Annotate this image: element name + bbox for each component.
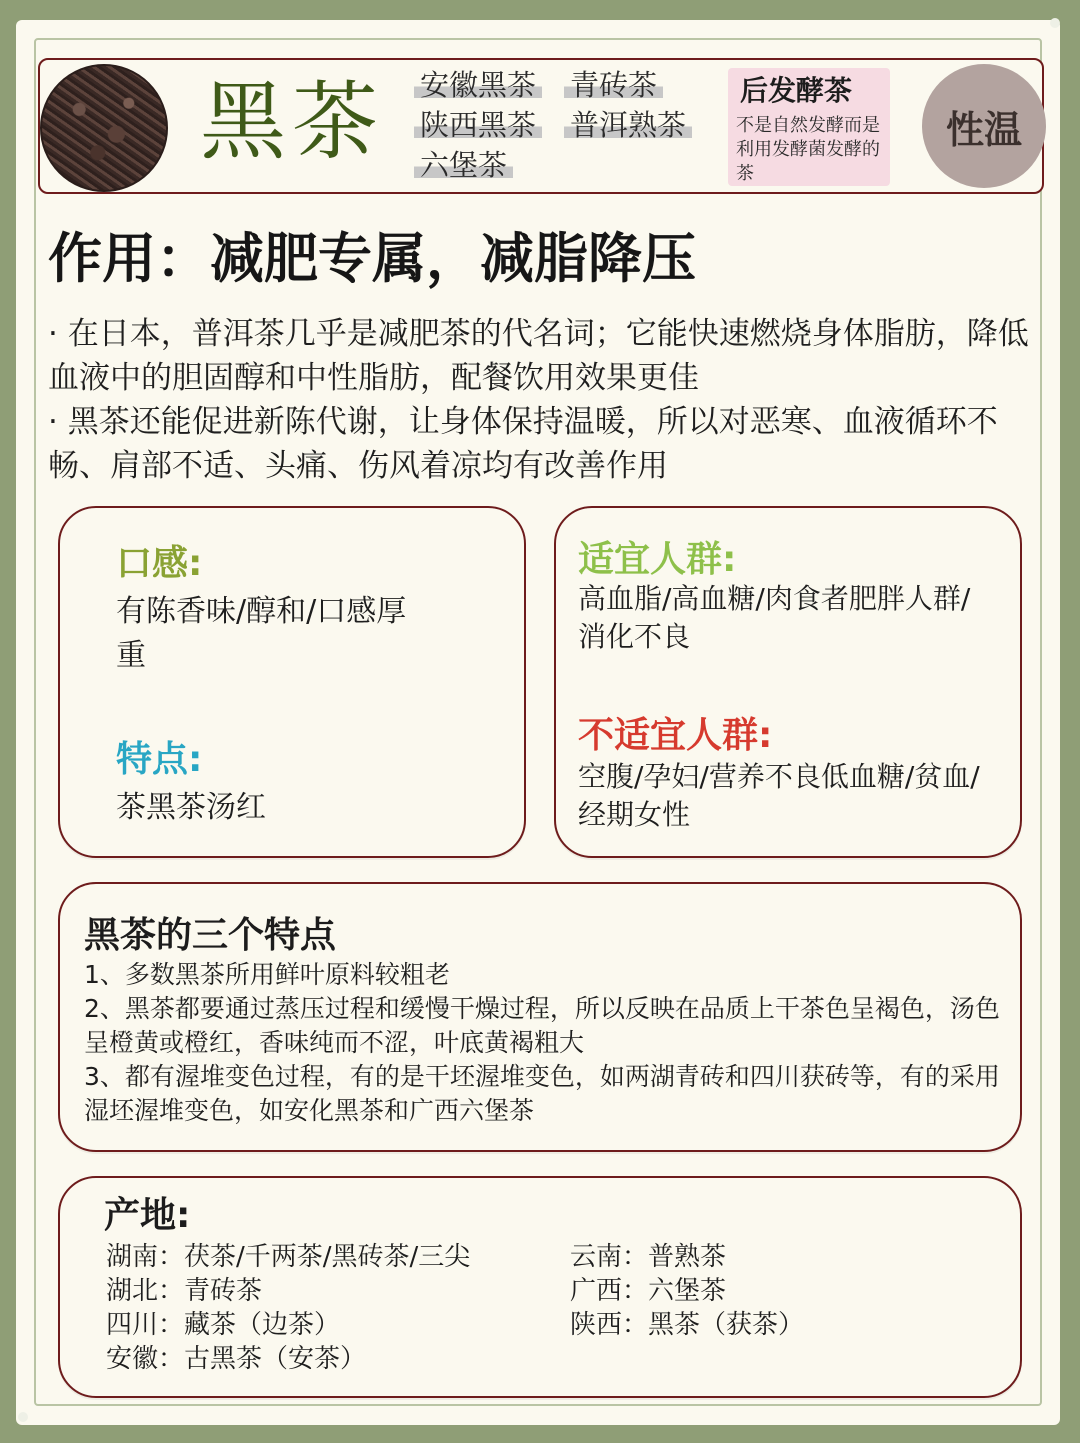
effect-point: · 在日本，普洱茶几乎是减肥茶的代名词；它能快速燃烧身体脂肪，降低血液中的胆固醇和中性脂肪，配餐饮用效果更佳: [48, 316, 1029, 396]
origin-region: 四川：: [106, 1310, 185, 1340]
variety-tag: 普洱熟茶: [564, 108, 692, 142]
origin-row: [570, 1274, 726, 1308]
ferment-type-box: [728, 68, 890, 186]
suitable-text: 高血脂/高血糖/肉食者肥胖人群/消化不良: [578, 582, 971, 653]
taste-text: 有陈香味/醇和/口感厚重: [116, 594, 407, 673]
feature-label: 特点:: [116, 739, 203, 780]
variety-tag: 青砖茶: [564, 68, 663, 102]
variety-tag: 六堡茶: [414, 148, 513, 182]
variety-tag: 安徽黑茶: [414, 68, 542, 102]
tea-title: 黑茶: [200, 72, 384, 172]
origin-teas: 黑茶（获茶）: [648, 1310, 805, 1340]
origin-row: [570, 1308, 804, 1342]
origin-row: [106, 1274, 262, 1308]
taste-card: [58, 506, 526, 858]
origin-teas: 古黑茶（安茶）: [184, 1344, 367, 1374]
variety-tag: 陕西黑茶: [414, 108, 542, 142]
unsuitable-text: 空腹/孕妇/营养不良低血糖/贫血/经期女性: [578, 760, 980, 831]
origin-region: 云南：: [570, 1242, 649, 1272]
header-banner: [38, 58, 1044, 194]
origin-region: 湖南：: [106, 1242, 185, 1272]
feature-text: 茶黑茶汤红: [116, 790, 266, 825]
origin-region: 湖北：: [106, 1276, 185, 1306]
nature-badge: 性温: [922, 64, 1046, 188]
unsuitable-label: 不适宜人群:: [578, 715, 773, 756]
origin-row: [106, 1308, 340, 1342]
origin-row: [570, 1240, 726, 1274]
feature-item: 3、都有渥堆变色过程，有的是干坯渥堆变色，如两湖青砖和四川获砖等，有的采用湿坯渥堆变色，如安化黑茶和广西六堡茶: [84, 1062, 1000, 1125]
origin-row: [106, 1240, 470, 1274]
tea-leaves-image: [40, 64, 168, 192]
origin-card: [58, 1176, 1022, 1398]
origin-teas: 普熟茶: [648, 1242, 727, 1272]
origin-teas: 青砖茶: [184, 1276, 263, 1306]
suitable-label: 适宜人群:: [578, 539, 737, 580]
origin-region: 广西：: [570, 1276, 649, 1306]
ferment-description: 不是自然发酵而是利用发酵菌发酵的茶: [736, 115, 880, 184]
origin-title: 产地:: [104, 1195, 191, 1236]
feature-item: 1、多数黑茶所用鲜叶原料较粗老: [84, 960, 450, 989]
feature-item: 2、黑茶都要通过蒸压过程和缓慢干燥过程，所以反映在品质上干茶色呈褐色，汤色呈橙黄或橙红，香味纯而不涩，叶底黄褐粗大: [84, 994, 1000, 1057]
features-card: [58, 882, 1022, 1152]
features-title: 黑茶的三个特点: [84, 915, 337, 956]
taste-label: 口感:: [116, 543, 203, 584]
people-card: [554, 506, 1022, 858]
effect-heading: 作用：减肥专属，减脂降压: [48, 227, 696, 290]
corner-dot: [18, 1412, 28, 1422]
origin-region: 安徽：: [106, 1344, 185, 1374]
origin-teas: 六堡茶: [648, 1276, 727, 1306]
effect-point: · 黑茶还能促进新陈代谢，让身体保持温暖，所以对恶寒、血液循环不畅、肩部不适、头痛、伤风着凉均有改善作用: [48, 404, 998, 484]
origin-teas: 藏茶（边茶）: [184, 1310, 341, 1340]
ferment-title: 后发酵茶: [740, 74, 853, 107]
origin-teas: 茯茶/千两茶/黑砖茶/三尖: [184, 1242, 471, 1272]
corner-dot: [1050, 18, 1060, 28]
origin-region: 陕西：: [570, 1310, 649, 1340]
origin-row: [106, 1342, 366, 1376]
